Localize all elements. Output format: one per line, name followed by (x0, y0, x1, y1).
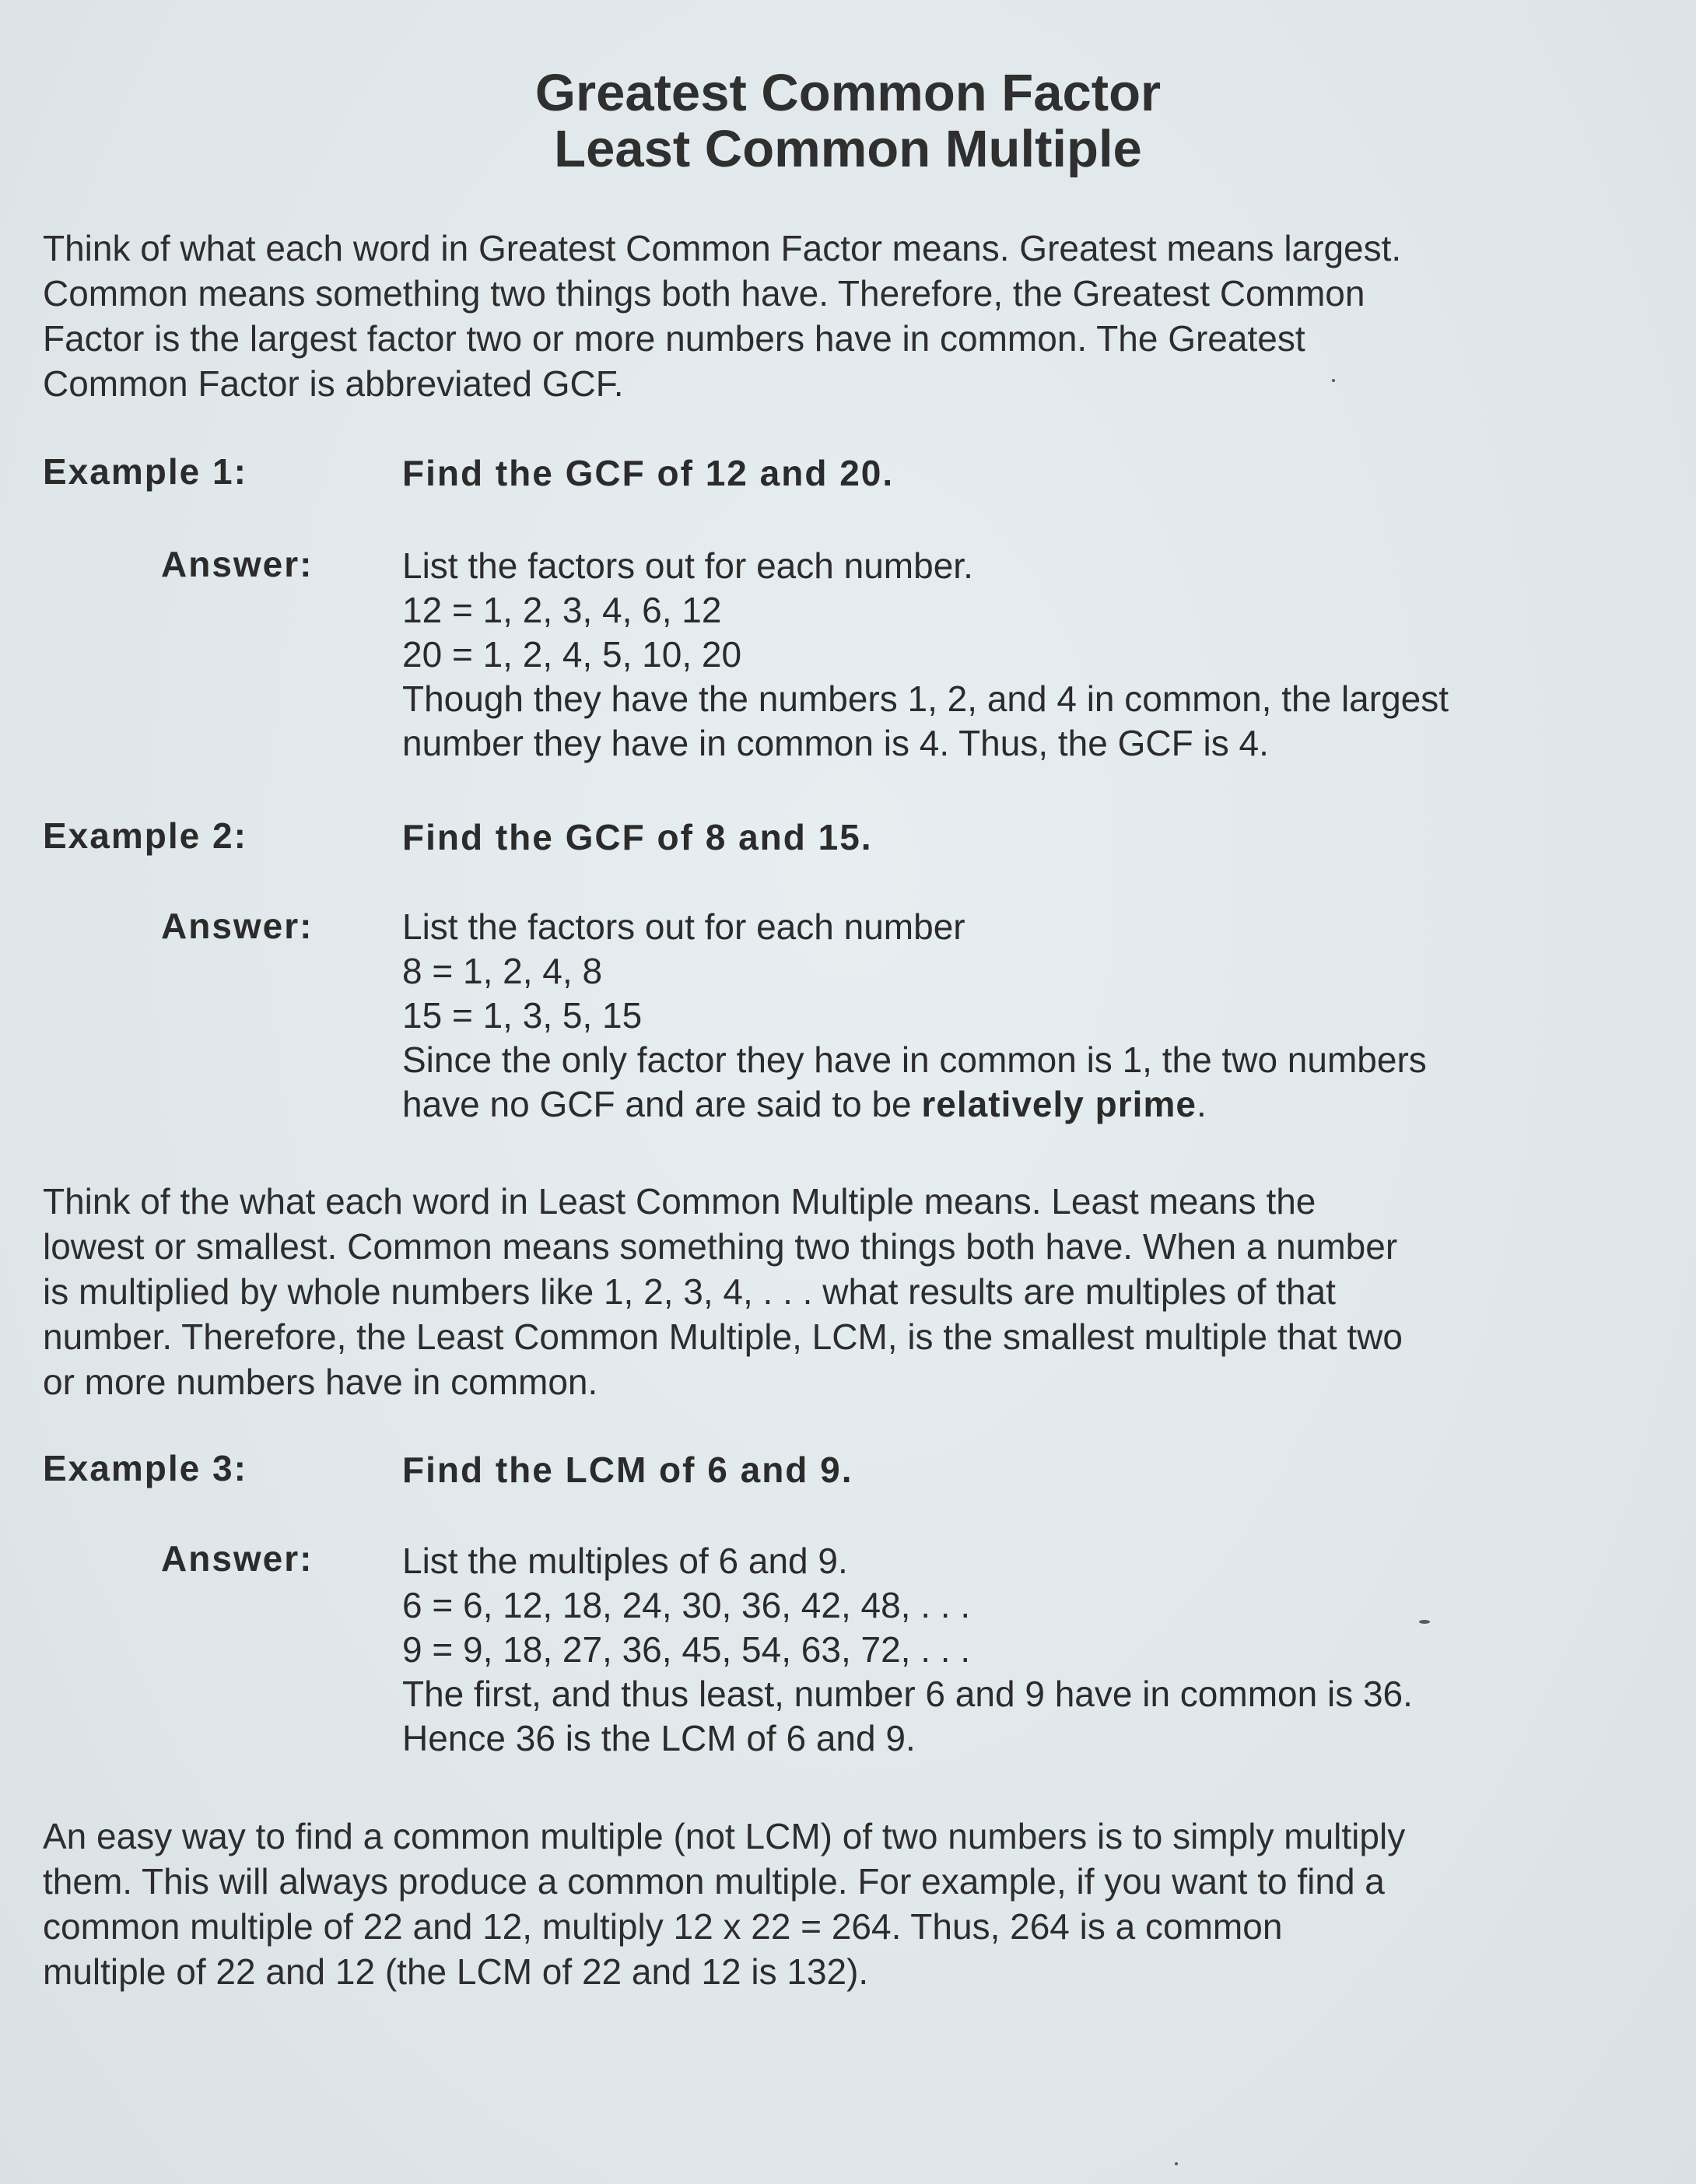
example-3-label: Example 3: (43, 1448, 247, 1488)
answer-line: 8 = 1, 2, 4, 8 (402, 951, 603, 991)
text-line: Common means something two things both have. Therefore, the Greatest Common (43, 273, 1365, 314)
answer-line: 20 = 1, 2, 4, 5, 10, 20 (402, 634, 742, 675)
text-line: Think of what each word in Greatest Common Factor means. Greatest means largest. (43, 228, 1402, 268)
gcf-intro-paragraph (43, 226, 1661, 406)
text-line: common multiple of 22 and 12, multiply 12 x 22 = 264. Thus, 264 is a common (43, 1906, 1283, 1947)
text-line: Think of the what each word in Least Common Multiple means. Least means the (43, 1181, 1316, 1222)
answer-line: 9 = 9, 18, 27, 36, 45, 54, 63, 72, . . . (402, 1629, 971, 1670)
answer-line: Since the only factor they have in common is 1, the two numbers (402, 1039, 1427, 1080)
answer-line: List the multiples of 6 and 9. (402, 1541, 848, 1581)
answer-line: number they have in common is 4. Thus, the GCF is 4. (402, 723, 1269, 763)
example-2-answer-label: Answer: (161, 906, 314, 946)
text-line: them. This will always produce a common multiple. For example, if you want to find a (43, 1861, 1385, 1902)
example-1-label: Example 1: (43, 451, 247, 492)
page-title-lcm: Least Common Multiple (554, 120, 1142, 178)
example-3-title: Find the LCM of 6 and 9. (402, 1450, 853, 1490)
text-line: or more numbers have in common. (43, 1362, 598, 1402)
answer-line: The first, and thus least, number 6 and 9 have in common is 36. (402, 1674, 1413, 1714)
example-1-answer (402, 544, 1647, 766)
lcm-intro-paragraph (43, 1179, 1661, 1404)
text-line: number. Therefore, the Least Common Multiple, LCM, is the smallest multiple that two (43, 1316, 1403, 1357)
scan-speck (1175, 2162, 1178, 2165)
example-2-title: Find the GCF of 8 and 15. (402, 817, 873, 857)
example-1-answer-label: Answer: (161, 544, 314, 584)
relatively-prime-term: relatively prime (921, 1084, 1197, 1124)
answer-line: 6 = 6, 12, 18, 24, 30, 36, 42, 48, . . . (402, 1585, 971, 1625)
text-line: Factor is the largest factor two or more numbers have in common. The Greatest (43, 318, 1305, 359)
example-3-answer (402, 1539, 1647, 1761)
text-line: An easy way to find a common multiple (not LCM) of two numbers is to simply multiply (43, 1816, 1406, 1856)
text-line: lowest or smallest. Common means something two things both have. When a number (43, 1226, 1398, 1267)
scan-speck (1332, 379, 1335, 382)
answer-line: 12 = 1, 2, 3, 4, 6, 12 (402, 590, 722, 630)
text-line: multiple of 22 and 12 (the LCM of 22 and 12 is 132). (43, 1951, 869, 1992)
example-3-answer-label: Answer: (161, 1538, 314, 1579)
example-1-title: Find the GCF of 12 and 20. (402, 453, 895, 493)
example-2-answer (402, 905, 1647, 1127)
answer-text: have no GCF and are said to be (402, 1084, 922, 1124)
closing-paragraph (43, 1814, 1661, 1994)
text-line: is multiplied by whole numbers like 1, 2, 3, 4, . . . what results are multiples of that (43, 1271, 1336, 1312)
answer-line: Though they have the numbers 1, 2, and 4 in common, the largest (402, 678, 1449, 719)
answer-line: Hence 36 is the LCM of 6 and 9. (402, 1718, 916, 1758)
answer-line-relatively-prime (402, 1082, 1647, 1127)
answer-line: 15 = 1, 3, 5, 15 (402, 995, 643, 1036)
answer-line: List the factors out for each number. (402, 545, 973, 586)
page-title-gcf: Greatest Common Factor (534, 64, 1162, 122)
answer-text: . (1196, 1084, 1207, 1124)
text-line: Common Factor is abbreviated GCF. (43, 363, 624, 404)
scan-speck (1419, 1620, 1430, 1624)
example-2-label: Example 2: (43, 815, 247, 856)
answer-line: List the factors out for each number (402, 906, 965, 947)
